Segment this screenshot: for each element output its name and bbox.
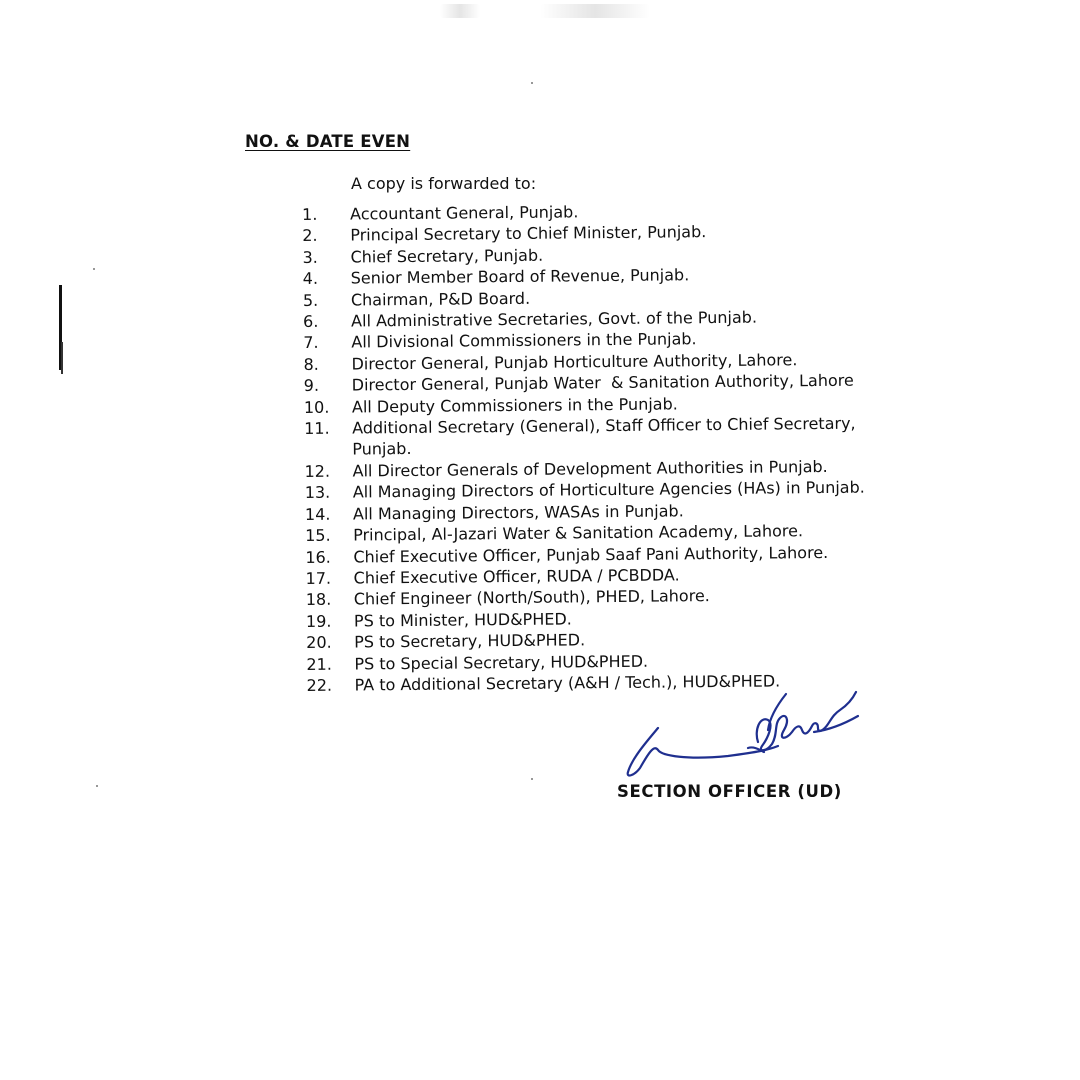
recipient-name: Director General, Punjab Horticulture Authority, Lahore. bbox=[351, 350, 798, 374]
recipient-name: All Managing Directors, WASAs in Punjab. bbox=[352, 501, 684, 524]
recipient-name: Principal, Al-Jazari Water & Sanitation Academy, Lahore. bbox=[353, 521, 804, 545]
recipient-name: PA to Additional Secretary (A&H / Tech.), HUD&PHED. bbox=[354, 671, 781, 695]
recipient-name: Additional Secretary (General), Staff Officer to Chief Secretary, Punjab. bbox=[352, 413, 856, 459]
recipient-number: 8. bbox=[303, 354, 319, 374]
recipient-number: 3. bbox=[302, 247, 318, 267]
signatory-title: SECTION OFFICER (UD) bbox=[617, 782, 842, 801]
handwritten-signature bbox=[618, 680, 868, 780]
recipient-number: 6. bbox=[303, 311, 319, 332]
recipient-name: Senior Member Board of Revenue, Punjab. bbox=[350, 265, 690, 288]
scan-speck bbox=[93, 268, 95, 270]
scan-speck bbox=[531, 778, 533, 780]
scan-smudge bbox=[440, 4, 480, 18]
recipient-name: Chief Engineer (North/South), PHED, Lahore. bbox=[353, 586, 710, 609]
recipient-number: 7. bbox=[303, 333, 319, 353]
recipient-name: All Managing Directors of Horticulture Agencies (HAs) in Punjab. bbox=[352, 477, 865, 502]
recipient-name: Chief Executive Officer, RUDA / PCBDDA. bbox=[353, 565, 680, 588]
reference-heading: NO. & DATE EVEN bbox=[245, 132, 411, 151]
recipient-number: 5. bbox=[302, 290, 319, 310]
recipient-number: 17. bbox=[305, 568, 332, 588]
recipient-number: 13. bbox=[304, 483, 331, 503]
recipient-name: Chairman, P&D Board. bbox=[350, 288, 531, 310]
recipient-name: PS to Special Secretary, HUD&PHED. bbox=[354, 651, 649, 674]
recipient-name: All Divisional Commissioners in the Punjab. bbox=[351, 329, 697, 352]
recipient-number: 1. bbox=[302, 204, 318, 224]
forwarding-intro: A copy is forwarded to: bbox=[351, 174, 537, 193]
recipient-name: Chief Secretary, Punjab. bbox=[350, 245, 544, 267]
recipient-number: 2. bbox=[302, 226, 318, 246]
recipient-item bbox=[304, 412, 924, 461]
recipient-name: PS to Minister, HUD&PHED. bbox=[353, 609, 572, 631]
recipient-number: 19. bbox=[305, 611, 332, 631]
recipient-number: 4. bbox=[302, 269, 319, 289]
recipient-number: 21. bbox=[306, 654, 332, 674]
scan-speck bbox=[531, 82, 533, 84]
recipient-number: 12. bbox=[304, 461, 331, 481]
recipient-name: Chief Executive Officer, Punjab Saaf Pani Authority, Lahore. bbox=[353, 542, 829, 567]
recipient-name: PS to Secretary, HUD&PHED. bbox=[354, 630, 586, 652]
recipient-number: 16. bbox=[305, 547, 331, 567]
signature-strokes bbox=[628, 692, 858, 775]
recipient-name: All Deputy Commissioners in the Punjab. bbox=[351, 394, 678, 417]
recipient-number: 11. bbox=[304, 418, 330, 439]
recipient-number: 18. bbox=[305, 590, 332, 610]
recipient-list bbox=[302, 198, 927, 696]
recipient-name: Director General, Punjab Water & Sanitation Authority, Lahore bbox=[351, 370, 854, 395]
recipient-name: Principal Secretary to Chief Minister, Punjab. bbox=[350, 222, 707, 245]
recipient-number: 15. bbox=[305, 525, 331, 546]
scan-smudge bbox=[540, 4, 650, 18]
recipient-number: 14. bbox=[304, 504, 331, 524]
recipient-name: All Administrative Secretaries, Govt. of the Punjab. bbox=[351, 307, 758, 331]
scan-edge-mark bbox=[61, 342, 63, 374]
recipient-name: All Director Generals of Development Authorities in Punjab. bbox=[352, 456, 828, 481]
scan-speck bbox=[96, 785, 98, 787]
recipient-number: 22. bbox=[306, 675, 333, 695]
recipient-name: Accountant General, Punjab. bbox=[350, 202, 579, 224]
recipient-number: 10. bbox=[303, 397, 330, 417]
recipient-number: 9. bbox=[303, 376, 320, 396]
recipient-number: 20. bbox=[306, 632, 332, 653]
